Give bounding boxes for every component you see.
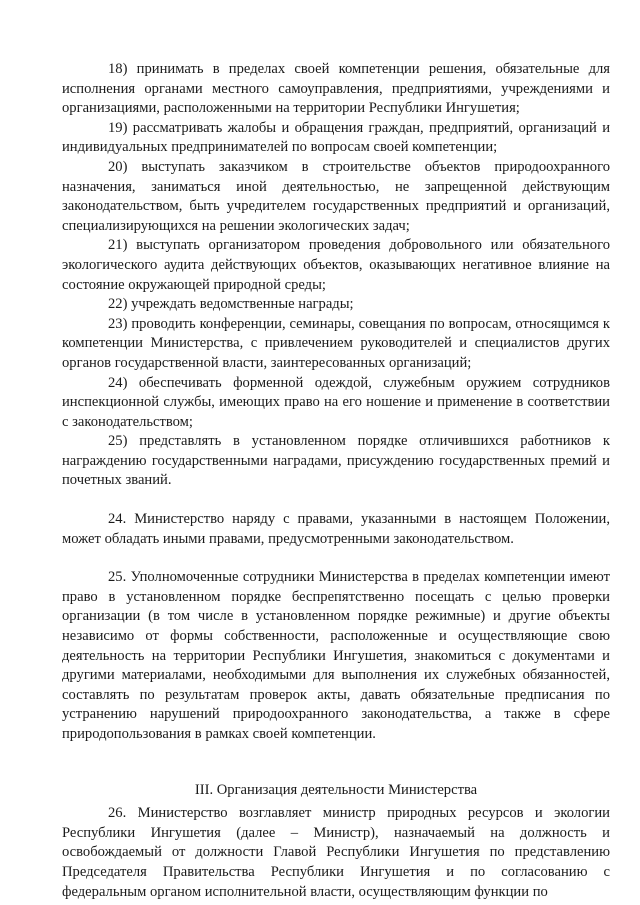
list-item-25: 25) представлять в установленном порядке отличившихся работников к награждению государственными наградами, присуждению государственных премий и почетных званий. — [62, 433, 610, 489]
list-item-24: 24) обеспечивать форменной одеждой, служебным оружием сотрудников инспекционной службы, имеющих право на его ношение и применение в соответствии с законодательством; — [62, 374, 610, 430]
paragraph-spacer — [62, 549, 610, 568]
paragraph-26: 26. Министерство возглавляет министр природных ресурсов и экологии Республики Ингушетия (далее – Министр), назначаемый на должность и освобождаемый от должности Главой Республики Ингушетия по представлению Председателя Правительства Республики Ингушетия и по согласованию с федеральным органом исполнительной власти, осуществляющим функции по — [62, 805, 610, 900]
list-item-19: 19) рассматривать жалобы и обращения граждан, предприятий, организаций и индивидуальных предпринимателей по вопросам своей компетенции; — [62, 119, 610, 156]
list-item-23: 23) проводить конференции, семинары, совещания по вопросам, относящимся к компетенции Министерства, с привлечением руководителей и специалистов других органов государственной власти, заинтересованных организаций; — [62, 315, 610, 371]
paragraph-spacer — [62, 491, 610, 510]
list-item-20: 20) выступать заказчиком в строительстве объектов природоохранного назначения, заниматься иной деятельностью, не запрещенной действующим законодательством, быть учредителем государственных предприятий и организаций, специализирующихся на решении экологических задач; — [62, 158, 610, 234]
section-heading: III. Организация деятельности Министерства — [194, 781, 478, 798]
list-item-21: 21) выступать организатором проведения добровольного или обязательного экологического аудита действующих объектов, оказывающих негативное влияние на состояние окружающей природной среды; — [62, 237, 610, 293]
paragraph-25: 25. Уполномоченные сотрудники Министерства в пределах компетенции имеют право в установленном порядке беспрепятственно посещать с целью проверки организации (в том числе в установленном порядке режимные) и другие объекты независимо от формы собственности, расположенные и осуществляющие свою деятельность на территории Республики Ингушетия, знакомиться с документами и другими материалами, необходимыми для выполнения их служебных обязанностей, составлять по результатам проверок акты, давать обязательные предписания по устранению нарушений природоохранного законодательства, а также в сфере природопользования в рамках своей компетенции. — [62, 569, 610, 742]
document-body — [62, 60, 610, 902]
list-item-18: 18) принимать в пределах своей компетенции решения, обязательные для исполнения органами местного самоуправления, предприятиями, учреждениями и организациями, расположенными на территории Республики Ингушетия; — [62, 61, 610, 117]
list-item-22: 22) учреждать ведомственные награды; — [108, 296, 354, 313]
section-spacer — [62, 745, 610, 781]
paragraph-24: 24. Министерство наряду с правами, указанными в настоящем Положении, может обладать иными правами, предусмотренными законодательством. — [62, 511, 610, 547]
